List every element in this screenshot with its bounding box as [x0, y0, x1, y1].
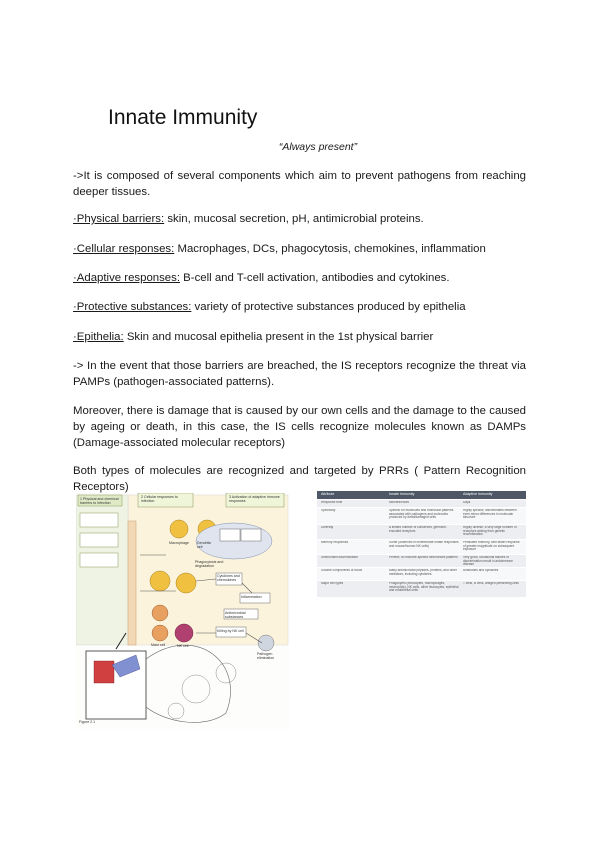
- table-row: [317, 555, 526, 567]
- label-antimicrobial: Antimicrobial substances: [225, 611, 246, 619]
- label-phagocytosis: Phagocytosis and degradation: [195, 560, 224, 568]
- table-row: [317, 540, 526, 554]
- table-cell: Soluble components of blood: [321, 569, 363, 572]
- label-inflammation: Inflammation: [241, 595, 262, 599]
- table-row: [317, 500, 526, 507]
- panel-label-barriers: 1 Physical and chemical barriers to infection: [80, 497, 119, 505]
- table-cell: Very good; occasional failures of discrimination result in autoimmune disease: [463, 556, 513, 567]
- header-adaptive: Adaptive immunity: [463, 492, 493, 496]
- panel-label-adaptive: 3 Activation of adaptive immune responses: [229, 495, 280, 503]
- table-cell: Response time: [321, 501, 343, 504]
- list-item-cellular-responses: [73, 241, 526, 257]
- label-pathogen-elimination: Pathogen elimination: [257, 652, 275, 660]
- table-row: [317, 525, 526, 539]
- table-cell: Phagocytes (monocytes, macrophages, neutrophils), NK cells, other leukocytes, epithelial and endothelial cells: [389, 582, 459, 593]
- item-text: Skin and mucosal epithelia present in the 1st physical barrier: [123, 331, 434, 343]
- table-cell: Specificity: [321, 509, 336, 512]
- list-item-epithelia: [73, 329, 526, 345]
- table-cell: Perfect; no microbe-specific self/nonself patterns: [389, 556, 458, 559]
- item-text: skin, mucosal secretion, pH, antimicrobial proteins.: [164, 213, 424, 225]
- item-label: ·Protective substances:: [73, 301, 192, 313]
- label-cytokines: Cytokines and chemokines: [217, 574, 240, 582]
- table-cell: Many antimicrobial peptides, proteins, and other mediators, including cytokines: [389, 569, 457, 576]
- table-row: [317, 508, 526, 524]
- intro-paragraph: ->It is composed of several components which aim to prevent pathogens from reaching deeper tissues.: [73, 170, 526, 198]
- table-cell: A limited number of conserved, germline-encoded receptors: [389, 526, 447, 533]
- prr-paragraph: Both types of molecules are recognized and targeted by PRRs ( Pattern Recognition Receptors): [73, 465, 526, 493]
- label-nk-killing: Killing by NK cell: [217, 629, 244, 633]
- table-cell: Specific for molecules and molecular patterns associated with pathogens and molecules produced by dead/damaged cells: [389, 509, 454, 520]
- table-cell: Major cell types: [321, 582, 344, 585]
- table-cell: Highly diverse; a very large number of receptors arising from genetic recombination: [463, 526, 517, 537]
- item-label: ·Adaptive responses:: [73, 272, 181, 284]
- table-row: [317, 581, 526, 597]
- table-cell: Memory responses: [321, 541, 349, 544]
- table-cell: Persistent memory, with faster response of greater magnitude on subsequent exposure: [463, 541, 520, 552]
- breach-paragraph: -> In the event that those barriers are breached, the IS receptors recognize the threat via PAMPs (pathogen-associated patterns).: [73, 360, 526, 388]
- damage-paragraph: Moreover, there is damage that is caused by our own cells and the damage to the caused by ageing or death, in this case, the IS cells recognize molecules known as DAMPs (Damage-associated molecular receptors): [73, 405, 526, 449]
- table-cell: Highly specific; discriminates between even minor differences in molecular structure: [463, 509, 517, 520]
- innate-adaptive-table: [317, 491, 526, 599]
- table-cell: Diversity: [321, 526, 334, 529]
- table-row: [317, 568, 526, 580]
- table-cell: Minutes/hours: [389, 501, 410, 504]
- list-item-adaptive-responses: [73, 270, 526, 286]
- header-attribute: Attribute: [321, 492, 335, 496]
- table-cell: Antibodies and cytokines: [463, 569, 499, 572]
- label-mast-cell: Mast cell: [151, 643, 166, 647]
- item-label: ·Epithelia:: [73, 331, 124, 343]
- header-innate: Innate immunity: [389, 492, 415, 496]
- item-text: variety of protective substances produced by epithelia: [191, 301, 466, 313]
- panel-label-cellular: 2 Cellular responses to infection: [141, 495, 178, 503]
- label-nk-cell: NK cell: [177, 644, 189, 648]
- list-item-physical-barriers: [73, 211, 526, 227]
- item-text: B-cell and T-cell activation, antibodies and cytokines.: [180, 272, 450, 284]
- figure-caption: Figure 2.1: [79, 720, 96, 724]
- page-subtitle: “Always present”: [278, 141, 358, 153]
- table-header: [317, 491, 526, 499]
- label-macrophage: Macrophage: [169, 541, 189, 545]
- page-title: Innate Immunity: [108, 106, 258, 129]
- list-item-protective-substances: [73, 299, 526, 315]
- table-cell: Some (observed in invertebrate innate responses and mouse/human NK cells): [389, 541, 459, 548]
- table-cell: T cells, B cells, antigen-presenting cells: [463, 582, 519, 585]
- item-label: ·Cellular responses:: [73, 243, 175, 255]
- label-dendritic-cell: Dendritic cell: [197, 541, 212, 549]
- innate-immunity-figure: [76, 493, 290, 729]
- table-cell: Self/nonself discrimination: [321, 556, 359, 559]
- item-text: Macrophages, DCs, phagocytosis, chemokines, inflammation: [174, 243, 486, 255]
- table-cell: Days: [463, 501, 471, 504]
- item-label: ·Physical barriers:: [73, 213, 165, 225]
